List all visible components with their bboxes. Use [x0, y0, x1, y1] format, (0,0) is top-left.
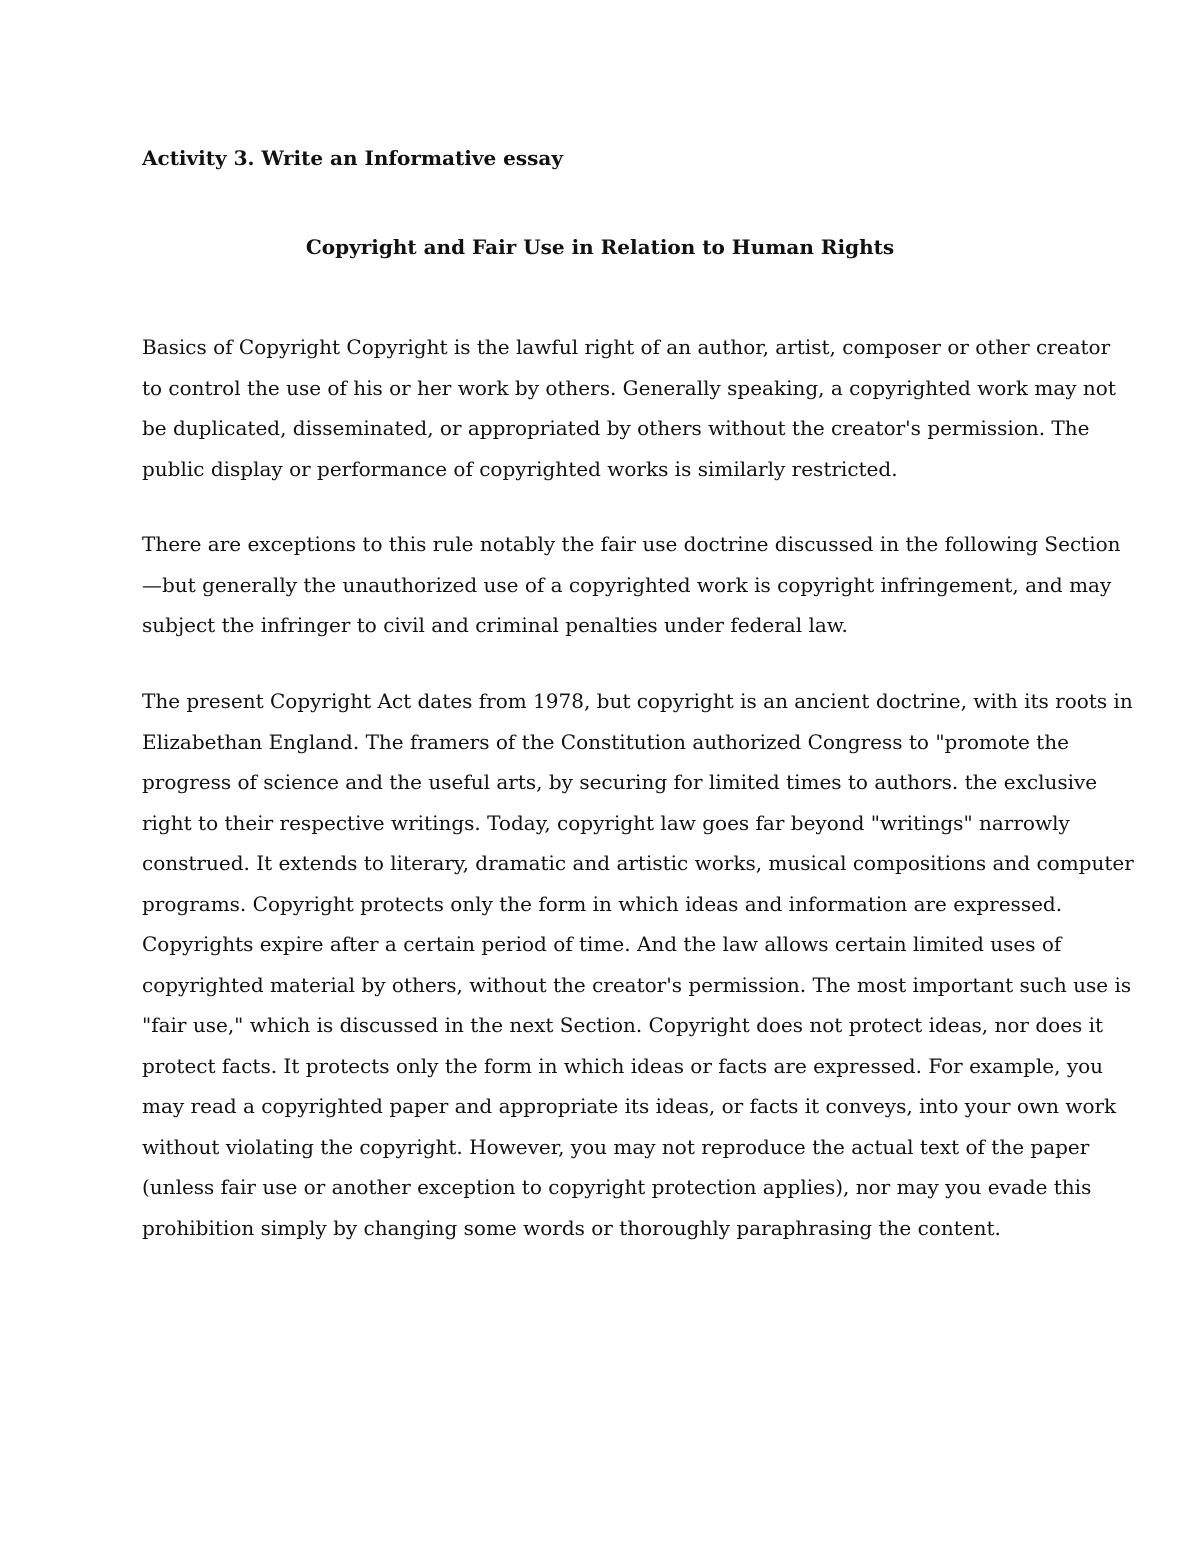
paragraph-exceptions [142, 524, 1121, 646]
paragraph-line: Copyrights expire after a certain period of time. And the law allows certain limited uses of [142, 932, 1062, 956]
paragraph-line: progress of science and the useful arts, by securing for limited times to authors. the exclusive [142, 770, 1098, 794]
paragraph-line: There are exceptions to this rule notably the fair use doctrine discussed in the following Section [142, 532, 1121, 556]
paragraph-basics [142, 327, 1116, 489]
paragraph-line: public display or performance of copyrighted works is similarly restricted. [142, 456, 898, 481]
paragraph-line: programs. Copyright protects only the form in which ideas and information are expressed. [142, 891, 1063, 916]
paragraph-line: may read a copyrighted paper and appropriate its ideas, or facts it conveys, into your own work [142, 1094, 1117, 1118]
paragraph-line: Elizabethan England. The framers of the Constitution authorized Congress to "promote the [142, 729, 1069, 754]
paragraph-line: to control the use of his or her work by others. Generally speaking, a copyrighted work may not [142, 375, 1116, 400]
paragraph-line: (unless fair use or another exception to copyright protection applies), nor may you evade this [142, 1175, 1092, 1199]
paragraph-line: Basics of Copyright Copyright is the lawful right of an author, artist, composer or other creator [142, 335, 1111, 359]
paragraph-line: protect facts. It protects only the form in which ideas or facts are expressed. For example, you [142, 1053, 1104, 1078]
paragraph-line: be duplicated, disseminated, or appropriated by others without the creator's permission. The [142, 416, 1090, 440]
paragraph-line: subject the infringer to civil and criminal penalties under federal law. [142, 613, 848, 637]
paragraph-line: prohibition simply by changing some words or thoroughly paraphrasing the content. [142, 1215, 1001, 1240]
essay-title: Copyright and Fair Use in Relation to Human Rights [305, 235, 895, 259]
paragraph-copyright-act [142, 681, 1134, 1248]
paragraph-line: —but generally the unauthorized use of a copyrighted work is copyright infringement, and may [142, 572, 1112, 597]
paragraph-line: The present Copyright Act dates from 1978, but copyright is an ancient doctrine, with its roots in [142, 689, 1133, 713]
paragraph-line: construed. It extends to literary, dramatic and artistic works, musical compositions and computer [142, 851, 1134, 875]
paragraph-line: copyrighted material by others, without the creator's permission. The most important such use is [142, 972, 1132, 997]
paragraph-line: "fair use," which is discussed in the next Section. Copyright does not protect ideas, nor does it [142, 1013, 1104, 1037]
paragraph-line: right to their respective writings. Today, copyright law goes far beyond "writings" narrowly [142, 810, 1070, 835]
activity-heading: Activity 3. Write an Informative essay [142, 146, 563, 170]
paragraph-line: without violating the copyright. However, you may not reproduce the actual text of the paper [142, 1134, 1090, 1159]
